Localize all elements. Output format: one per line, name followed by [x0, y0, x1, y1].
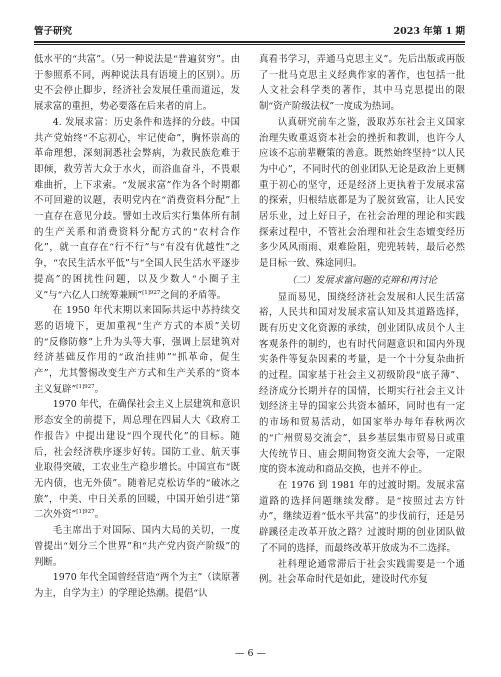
body-paragraph	[259, 115, 465, 272]
paragraph-tail: 。	[94, 509, 104, 521]
paragraph-text: 社科理论通常滞后于社会实践需要是一个通例。社会革命时代是如此，建设时代亦复	[259, 558, 465, 586]
paragraph-text: 显而易见，围绕经济社会发展和人民生活富裕，人民共和国对发展求富认知及其道路选择，既有历史文化资源的承续，创业团队成员个人主客观条件的制约，也有时代问题意识和国内外现实条件等复杂因素的考量，是一个十分复杂曲折的过程。国家基于社会主义初级阶段“底子薄”、经济成分长期并存的国情，长期实行社会主义计划经济主导的国家公共资本循环，同时也有一定的市场和贸易活动，如国家举办每年春秋两次的“广州贸易交流会”，县乡基层集市贸易日或重大传统节日、庙会期间物资交流大会等，一定限度的资本流动和商品交换，也并不停止。	[259, 291, 465, 476]
paragraph-text: 在 1950 年代末期以来国际共运中苏持续交恶的语境下，更加重视“生产方式的本质”关切的“反修防修”上升为头等大事，强调上层建筑对经济基础反作用的“政治挂帅”“抓革命，促生产”，尤其警惕改变生产方式和生产关系的“资本主义复辟”	[34, 305, 240, 395]
paragraph-text: 1970 年代，在确保社会主义上层建筑和意识形态安全的前提下，周总理在四届人大《政府工作报告》中提出建设“四个现代化”的目标。随后，社会经济秩序逐步好转。国防工业、航天事业取得突破，工农业生产稳步增长。中国宣布“既无内债，也无外债”。随着尼克松访华的“破冰之旅”，中美、中日关系的回暖，中国开始引进“第二次外资”	[34, 399, 240, 521]
body-paragraph	[34, 397, 240, 523]
paragraph-text: 在 1976 到 1981 年的过渡时期。发展求富道路的选择问题继续发酵。是“按照过去方针办”，继续迈着“低水平共富”的步伐前行，还是另辟蹊径走改革开放之路？过渡时期的创业团队做了不同的选择，而最终改革开放成为不二选择。	[259, 479, 465, 554]
paragraph-text: 认真研究前车之鉴，汲取苏东社会主义国家治理失败重返资本社会的挫折和教训，也许今人应该不忘前辈鞭策的善意。既然始终坚持“以人民为中心”，不同时代的创业团队无论是政治上更侧重于初心的坚守，还是经济上更执着于发展求富的探索，归根结底都是为了脱贫致富，让人民安居乐业，过上好日子，在社会治理的理论和实践探索过程中，不管社会治理和社会生态嬗变经历多少风风雨雨、艰难险阻，兜兜转转，最后必然是目标一致、殊途同归。	[259, 116, 465, 270]
body-paragraph	[34, 523, 240, 570]
paragraph-text: 低水平的“共富”。（另一种说法是“普遍贫穷”。由于参照系不同，两种说法具有语境上的区别）。历史不会停止脚步，经济社会发展任重而道远，发展求富的重担，势必要落在后来者的肩上。	[34, 54, 240, 113]
body-paragraph	[34, 115, 240, 303]
right-column	[259, 52, 465, 636]
section-subheading: （二）发展求富问题的克辩和再讨论	[286, 274, 437, 286]
header-rule-thin	[34, 44, 465, 45]
citation-ref: [1]927	[142, 289, 161, 296]
body-paragraph	[259, 290, 465, 478]
issue-number: 2023 年第 1 期	[393, 26, 465, 37]
citation-ref: [1]927	[76, 509, 95, 516]
page-number: — 6 —	[234, 648, 267, 659]
body-paragraph	[259, 478, 465, 557]
paragraph-text: 毛主席出于对国际、国内大局的关切，一度曾提出“划分三个世界”和“共产党内资产阶级”的判断。	[34, 525, 240, 568]
body-paragraph	[34, 52, 240, 115]
citation-ref: [1]927	[76, 383, 95, 390]
paragraph-text: 4. 发展求富：历史条件和选择的分歧。中国共产党始终“不忘初心，牢记使命”，胸怀崇高的革命理想，深刻洞悉社会弊病，为救民族危难于即倾，救劳苦大众于水火，而浴血奋斗，不畏艰难曲折，上下求索。“发展求富”作为各个时期都不可回避的议题，表明党内在“消费资料分配”上一直存在意见分歧。譬如土改后实行集体所有制的生产关系和消费资料分配方式的“农村合作化”，就一直存在“行不行”与“有没有优越性”之争，“农民生活水平低”与“全国人民生活水平逐步提高”的困扰性问题，以及少数人“小圈子主义”与“六亿人口统筹兼顾”	[34, 116, 240, 301]
body-paragraph	[259, 52, 465, 115]
paragraph-text: 1970 年代全国曾经营造“两个为主”（读原著为主，自学为主）的学理论热潮。提倡“认	[34, 572, 240, 599]
body-paragraph	[34, 303, 240, 397]
journal-name: 管子研究	[34, 26, 73, 37]
body-paragraph	[34, 570, 240, 601]
running-header	[34, 24, 465, 40]
paragraph-tail: 之间的矛盾等。	[160, 289, 227, 301]
body-paragraph	[259, 557, 465, 588]
left-column	[34, 52, 240, 636]
paragraph-tail: 。	[94, 383, 104, 395]
paragraph-text: 真看书学习，弄通马克思主义”。先后出版或再版了一批马克思主义经典作家的著作，也包括一批人文社会科学类的著作，其中马克思提出的限制“资产阶级法权”一度成为热词。	[259, 54, 465, 113]
header-rule-thick	[34, 41, 465, 43]
